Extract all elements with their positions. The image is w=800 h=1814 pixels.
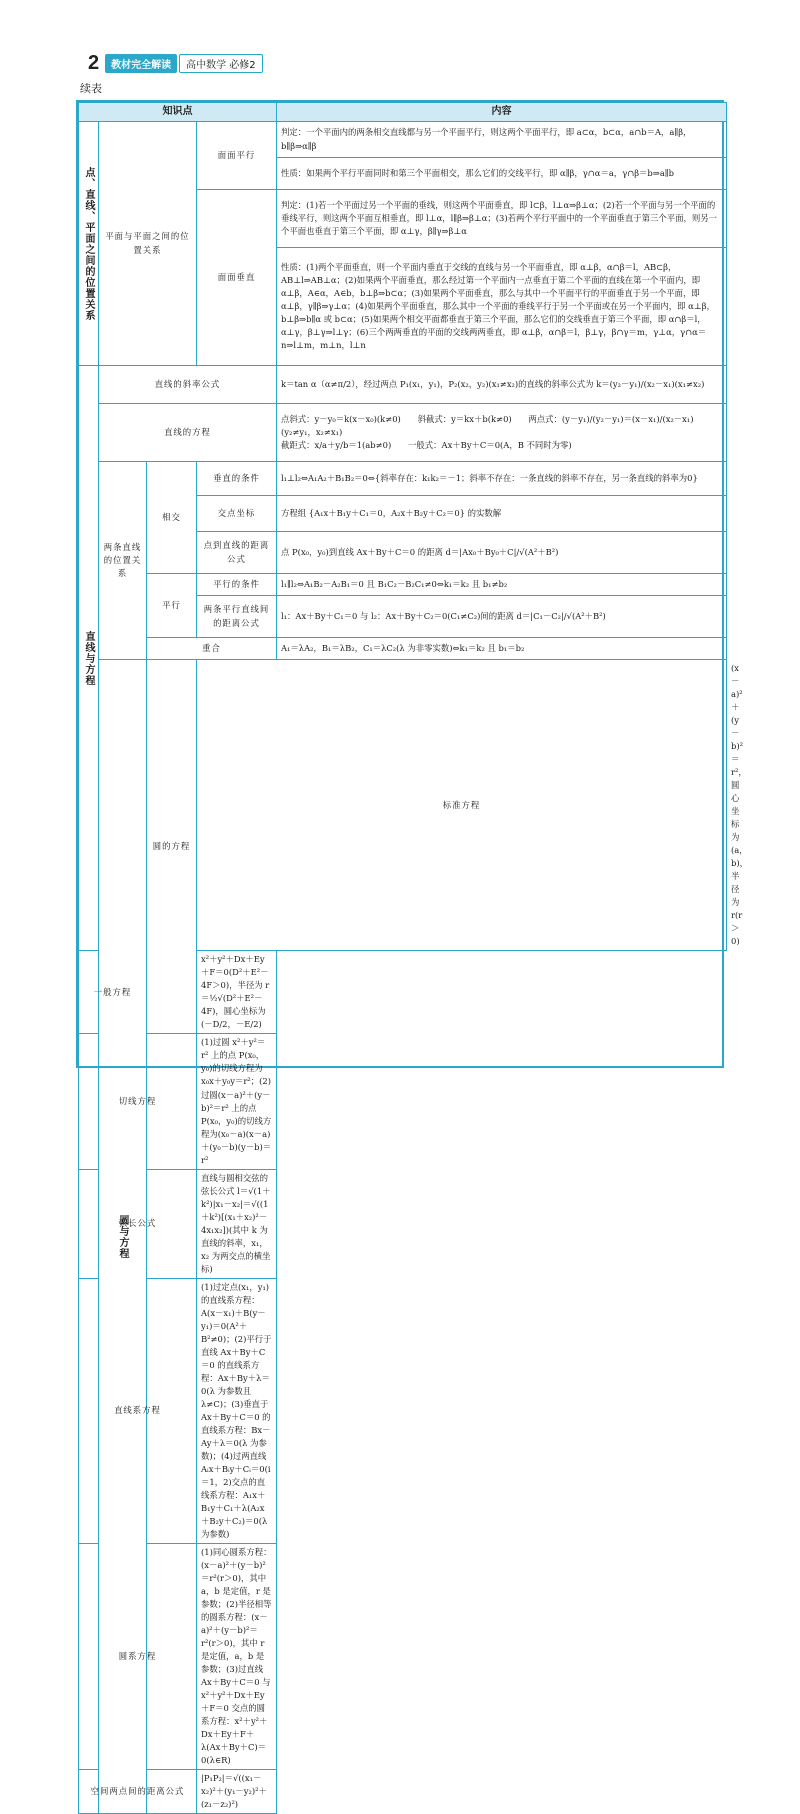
page-number: 2 <box>88 51 100 74</box>
coincide-content: A₁＝λA₂，B₁＝λB₂，C₁＝λC₂(λ 为非零实数)⇔k₁＝k₂ 且 b₁＝b₂ <box>277 638 727 660</box>
table-row: 圆与方程 圆的方程 标准方程 (x－a)²＋(y－b)²＝r²，圆心坐标为(a，b)，半径为 r(r＞0) <box>79 660 727 951</box>
plane-parallel-judge: 判定：一个平面内的两条相交直线都与另一个平面平行，则这两个平面平行，即 a⊂α，b⊂α，a∩b＝A，a∥β，b∥β⇒α∥β <box>277 122 727 158</box>
label-parallel-condition: 平行的条件 <box>197 574 277 596</box>
table-row <box>79 1770 727 1814</box>
point-line-dist-content: 点 P(x₀，y₀)到直线 Ax＋By＋C＝0 的距离 d＝|Ax₀＋By₀＋C|/√(A²＋B²) <box>277 532 727 574</box>
circle-family-content: (1)同心圆系方程：(x－a)²＋(y－b)²＝r²(r＞0)，其中 a，b 是定值，r 是参数；(2)半径相等的圆系方程：(x－a)²＋(y－b)²＝r²(r＞0)，其中 r 是定值，a，b 是参数；(3)过直线 Ax＋By＋C＝0 与 x²＋y²＋Dx＋Ey＋F＝0 交点的圆系方程：x²＋y²＋Dx＋Ey＋F＋λ(Ax＋By＋C)＝0(λ∈R) <box>197 1544 277 1770</box>
book-subtitle: 高中数学 必修2 <box>179 54 263 73</box>
table-row <box>79 122 727 158</box>
perp-condition-content: l₁⊥l₂⇔A₁A₂＋B₁B₂＝0⇔{斜率存在：k₁k₂＝－1；斜率不存在：一条直线的斜率不存在，另一条直线的斜率为0} <box>277 462 727 496</box>
chord-content: 直线与圆相交弦的弦长公式 l＝√(1＋k²)|x₁－x₂|＝√((1＋k²)[(x₁＋x₂)²－4x₁x₂])(其中 k 为直线的斜率，x₁，x₂ 为两交点的横坐标) <box>197 1169 277 1278</box>
line-equation-content <box>277 404 727 462</box>
parallel-condition-content: l₁∥l₂⇔A₁B₂－A₂B₁＝0 且 B₁C₂－B₂C₁≠0⇔k₁＝k₂ 且 b₁≠b₂ <box>277 574 727 596</box>
table-header-row <box>79 103 727 122</box>
label-perp-condition: 垂直的条件 <box>197 462 277 496</box>
general-eq-content: x²＋y²＋Dx＋Ey＋F＝0(D²＋E²－4F＞0)，半径为 r＝½√(D²＋E²－4F)，圆心坐标为(－D/2，－E/2) <box>197 951 277 1034</box>
intersection-point-content: 方程组 {A₁x＋B₁y＋C₁＝0，A₂x＋B₂y＋C₂＝0} 的实数解 <box>277 496 727 532</box>
group-plane-plane: 平面与平面之间的位置关系 <box>99 122 197 366</box>
label-line-family: 直线系方程 <box>79 1278 197 1543</box>
tangent-content: (1)过圆 x²＋y²＝r² 上的点 P(x₀，y₀)的切线方程为 x₀x＋y₀y＝r²；(2)过圆(x－a)²＋(y－b)²＝r² 上的点 P(x₀，y₀)的切线方程为(x₀－a)(x－a)＋(y₀－b)(y－b)＝r² <box>197 1034 277 1169</box>
space-dist-content: |P₁P₂|＝√((x₁－x₂)²＋(y₁－y₂)²＋(z₁－z₂)²) <box>197 1770 277 1814</box>
page-header <box>88 52 263 74</box>
slope-content: k＝tan α（α≠π/2），经过两点 P₁(x₁，y₁)，P₂(x₂，y₂)(x₁≠x₂)的直线的斜率公式为 k＝(y₂－y₁)/(x₂－x₁)(x₁≠x₂) <box>277 366 727 404</box>
label-parallel-dist: 两条平行直线间的距离公式 <box>197 596 277 638</box>
group-two-lines: 两条直线的位置关系 <box>99 462 147 660</box>
parallel-dist-content: l₁：Ax＋By＋C₁＝0 与 l₂：Ax＋By＋C₂＝0(C₁≠C₂)间的距离 d＝|C₁－C₂|/√(A²＋B²) <box>277 596 727 638</box>
knowledge-table <box>76 100 749 1810</box>
label-plane-perp: 面面垂直 <box>197 190 277 366</box>
label-plane-parallel: 面面平行 <box>197 122 277 190</box>
plane-perp-judge: 判定：(1)若一个平面过另一个平面的垂线，则这两个平面垂直，即 l⊂β，l⊥α⇒β⊥α；(2)若一个平面与另一个平面的垂线平行，则这两个平面互相垂直，即 l⊥α，l∥β⇒β⊥α；(3)若两个平行平面中的一个平面垂直于第三个平面，则另一个平面也垂直于第三个平面，即 α⊥γ，β∥γ⇒β⊥α <box>277 190 727 248</box>
label-parallel: 平行 <box>147 574 197 638</box>
group-circle-equation: 圆的方程 <box>147 660 197 1034</box>
line-equation-forms-1: 点斜式：y－y₀＝k(x－x₀)(k≠0) 斜截式：y＝kx＋b(k≠0) 两点式：(y－y₁)/(y₂－y₁)＝(x－x₁)/(x₂－x₁)(y₂≠y₁，x₂≠x₁) <box>281 413 694 437</box>
label-tangent: 切线方程 <box>79 1034 197 1169</box>
label-space-dist: 空间两点间的距离公式 <box>79 1770 197 1814</box>
label-intersect: 相交 <box>147 462 197 574</box>
label-circle-family: 圆系方程 <box>79 1544 197 1770</box>
col-header-topic: 知识点 <box>79 103 277 122</box>
label-point-line-dist: 点到直线的距离公式 <box>197 532 277 574</box>
label-general-eq: 一般方程 <box>79 951 147 1034</box>
section-title-line: 直线与方程 <box>79 366 99 951</box>
label-standard-eq: 标准方程 <box>197 660 727 951</box>
table-row <box>79 1034 727 1169</box>
table-row <box>79 462 727 496</box>
book-badge: 教材完全解读 <box>105 54 177 73</box>
table-row <box>79 1169 727 1278</box>
table-row <box>79 574 727 596</box>
section-title-circle: 圆与方程 <box>99 660 147 1814</box>
table-row <box>79 638 727 660</box>
plane-perp-property: 性质：(1)两个平面垂直，则一个平面内垂直于交线的直线与另一个平面垂直，即 α⊥β，α∩β＝l，AB⊂β，AB⊥l⇒AB⊥α；(2)如果两个平面垂直，那么经过第一个平面内一点垂直于第二个平面的直线在第一个平面内，即 α⊥β，A∈α，A∈b，b⊥β⇒b⊂α；(3)如果两个平面垂直，那么与其中一个平面平行的平面垂直于另一个平面，即 α⊥β，γ∥β⇒γ⊥α；(4)如果两个平面垂直，那么其中一个平面的垂线平行于另一个平面或在另一个平面内，即 α⊥β，b⊥β⇒b∥α 或 b⊂α；(5)如果两个相交平面都垂直于第三个平面，那么它们的交线垂直于第三个平面，即 α∩β＝l，α⊥γ，β⊥γ⇒l⊥γ；(6)三个两两垂直的平面的交线两两垂直，即 α⊥β，α∩β＝l，β⊥γ，β∩γ＝m，γ⊥α，γ∩α＝n⇒l⊥m，m⊥n，l⊥n <box>277 248 727 366</box>
line-family-content: (1)过定点(x₁，y₁)的直线系方程：A(x－x₁)＋B(y－y₁)＝0(A²＋B²≠0)；(2)平行于直线 Ax＋By＋C＝0 的直线系方程：Ax＋By＋λ＝0(λ 为参数且 λ≠C)；(3)垂直于 Ax＋By＋C＝0 的直线系方程：Bx－Ay＋λ＝0(λ 为参数)；(4)过两直线 Aᵢx＋Bᵢy＋Cᵢ＝0(i＝1，2)交点的直线系方程：A₁x＋B₁y＋C₁＋λ(A₂x＋B₂y＋C₂)＝0(λ 为参数) <box>197 1278 277 1543</box>
label-slope: 直线的斜率公式 <box>99 366 277 404</box>
label-chord: 弦长公式 <box>79 1169 197 1278</box>
line-equation-forms-2: 截距式：x/a＋y/b＝1(ab≠0) 一般式：Ax＋By＋C＝0(A，B 不同时为零) <box>281 440 572 450</box>
table-row <box>79 366 727 404</box>
table-row <box>79 1278 727 1543</box>
label-line-equation: 直线的方程 <box>99 404 277 462</box>
label-intersection-point: 交点坐标 <box>197 496 277 532</box>
table-row <box>79 404 727 462</box>
table-row <box>79 1544 727 1770</box>
col-header-content: 内容 <box>277 103 727 122</box>
continued-label: 续表 <box>80 82 102 95</box>
label-coincide: 重合 <box>147 638 277 660</box>
plane-parallel-property: 性质：如果两个平行平面同时和第三个平面相交，那么它们的交线平行，即 α∥β，γ∩α＝a，γ∩β＝b⇒a∥b <box>277 158 727 190</box>
section-title-position: 点、直线、平面之间的位置关系 <box>79 122 99 366</box>
